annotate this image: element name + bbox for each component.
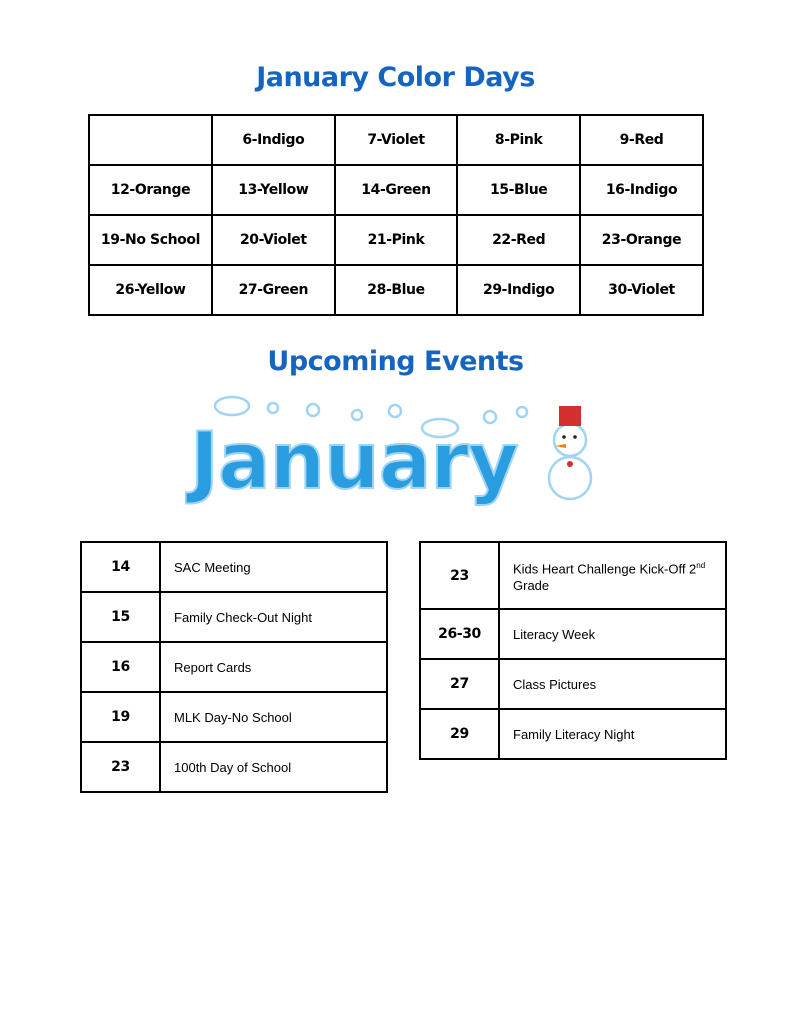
- ordinal-suffix: nd: [696, 560, 706, 570]
- event-date: 23: [420, 542, 499, 609]
- table-cell: 16-Indigo: [580, 165, 703, 215]
- table-cell: 29-Indigo: [457, 265, 580, 315]
- table-cell: 21-Pink: [335, 215, 458, 265]
- event-name: Family Literacy Night: [499, 709, 726, 759]
- table-cell: 23-Orange: [580, 215, 703, 265]
- event-name: 100th Day of School: [160, 742, 387, 792]
- snowman-icon: [549, 406, 591, 499]
- table-row: [420, 709, 726, 759]
- table-cell: 20-Violet: [212, 215, 335, 265]
- table-cell: 22-Red: [457, 215, 580, 265]
- event-date: 14: [81, 542, 160, 592]
- january-banner-image: [185, 392, 605, 507]
- event-name: Class Pictures: [499, 659, 726, 709]
- table-row: [89, 115, 703, 165]
- event-date: 16: [81, 642, 160, 692]
- events-table-left: [80, 541, 388, 793]
- table-row: [89, 165, 703, 215]
- event-date: 26-30: [420, 609, 499, 659]
- january-word: January: [190, 417, 518, 507]
- table-cell: 15-Blue: [457, 165, 580, 215]
- events-table-right: [419, 541, 727, 760]
- table-cell: 6-Indigo: [212, 115, 335, 165]
- color-days-title: January Color Days: [256, 62, 535, 93]
- table-cell: 13-Yellow: [212, 165, 335, 215]
- table-cell: 9-Red: [580, 115, 703, 165]
- color-days-table: [88, 114, 704, 316]
- table-row: [89, 265, 703, 315]
- table-row: [89, 215, 703, 265]
- snow-bubble-icon: [307, 404, 319, 416]
- table-cell: 8-Pink: [457, 115, 580, 165]
- table-row: [81, 592, 387, 642]
- event-name: Literacy Week: [499, 609, 726, 659]
- event-date: 19: [81, 692, 160, 742]
- table-cell: [89, 115, 212, 165]
- snow-bubble-icon: [268, 403, 278, 413]
- table-row: [81, 742, 387, 792]
- table-cell: 28-Blue: [335, 265, 458, 315]
- event-name: Report Cards: [160, 642, 387, 692]
- table-cell: 27-Green: [212, 265, 335, 315]
- event-name: SAC Meeting: [160, 542, 387, 592]
- table-row: [420, 609, 726, 659]
- table-row: [81, 692, 387, 742]
- event-name: MLK Day-No School: [160, 692, 387, 742]
- table-cell: 14-Green: [335, 165, 458, 215]
- table-row: [81, 542, 387, 592]
- event-name: [499, 542, 726, 609]
- event-date: 27: [420, 659, 499, 709]
- table-cell: 7-Violet: [335, 115, 458, 165]
- table-cell: 30-Violet: [580, 265, 703, 315]
- event-date: 29: [420, 709, 499, 759]
- table-row: [81, 642, 387, 692]
- snow-cap-icon: [215, 397, 249, 415]
- event-name-continued: Grade: [513, 578, 550, 594]
- event-date: 23: [81, 742, 160, 792]
- upcoming-events-title: Upcoming Events: [267, 346, 524, 377]
- table-row: [420, 659, 726, 709]
- event-name: Family Check-Out Night: [160, 592, 387, 642]
- event-date: 15: [81, 592, 160, 642]
- table-row: [420, 542, 726, 609]
- snow-bubble-icon: [517, 407, 527, 417]
- event-name-text: Kids Heart Challenge Kick-Off 2: [513, 561, 697, 577]
- table-cell: 26-Yellow: [89, 265, 212, 315]
- table-cell: 12-Orange: [89, 165, 212, 215]
- snow-bubble-icon: [389, 405, 401, 417]
- table-cell: 19-No School: [89, 215, 212, 265]
